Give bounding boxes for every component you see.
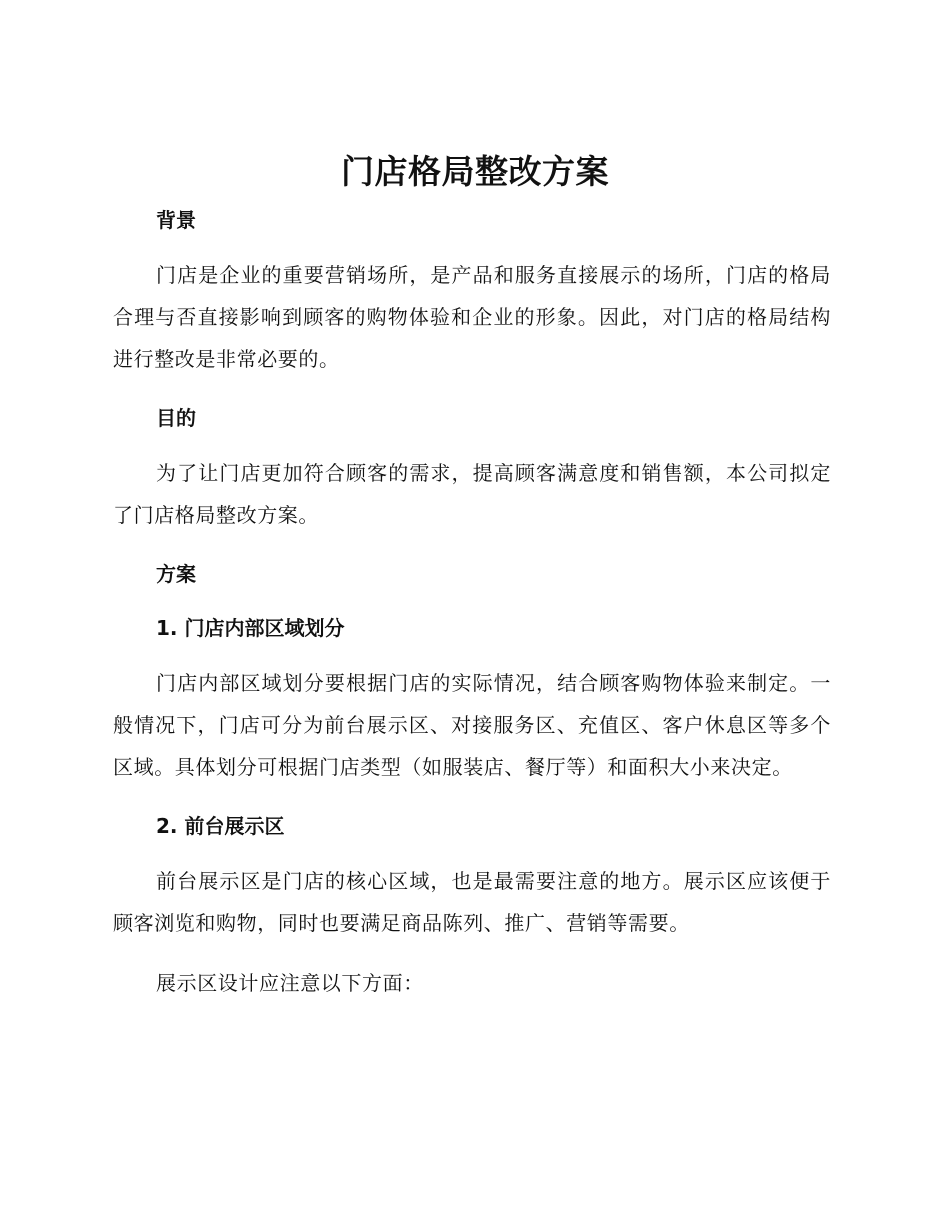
section-heading-front-display: 2. 前台展示区 [156,814,285,838]
paragraph-area-division: 门店内部区域划分要根据门店的实际情况，结合顾客购物体验来制定。一般情况下，门店可分为前台展示区、对接服务区、充值区、客户休息区等多个区域。具体划分可根据门店类型（如服装店、餐厅等）和面积大小来决定。 [113,671,831,779]
section-heading-plan: 方案 [156,562,196,586]
paragraph-display-note: 展示区设计应注意以下方面： [156,971,424,995]
document-body [113,200,831,1004]
paragraph-purpose: 为了让门店更加符合顾客的需求，提高顾客满意度和销售额，本公司拟定了门店格局整改方案。 [113,461,831,527]
section-heading-background: 背景 [156,208,196,232]
paragraph-front-display: 前台展示区是门店的核心区域，也是最需要注意的地方。展示区应该便于顾客浏览和购物，同时也要满足商品陈列、推广、营销等需要。 [113,869,831,935]
section-heading-purpose: 目的 [156,406,196,430]
document-title: 门店格局整改方案 [341,152,609,191]
paragraph-background: 门店是企业的重要营销场所，是产品和服务直接展示的场所，门店的格局合理与否直接影响到顾客的购物体验和企业的形象。因此，对门店的格局结构进行整改是非常必要的。 [113,263,831,371]
section-heading-area-division: 1. 门店内部区域划分 [156,616,345,640]
